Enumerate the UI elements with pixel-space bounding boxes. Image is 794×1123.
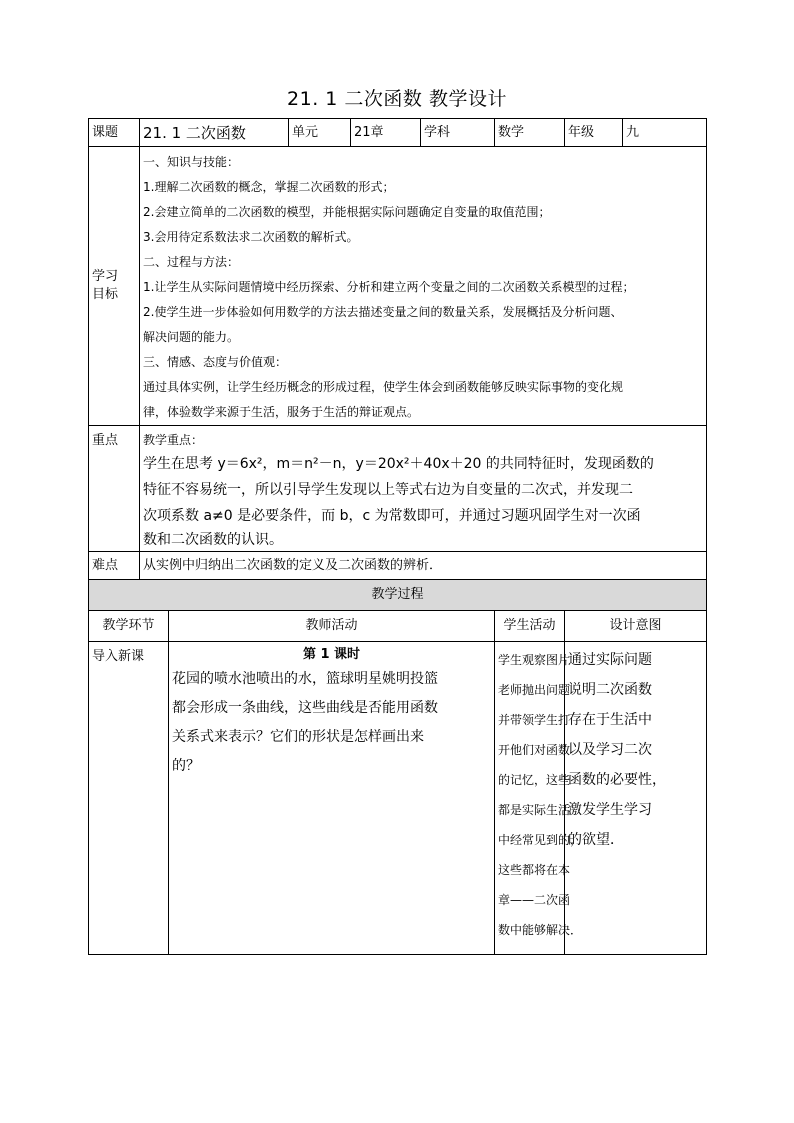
teacher-line: 花园的喷水池喷出的水，篮球明星姚明投篮 — [172, 671, 438, 687]
process-columns-row — [89, 611, 707, 642]
student-cell — [495, 642, 583, 955]
student-line: 这些都将在本 — [498, 863, 571, 877]
key-points-label: 重点 — [89, 426, 140, 552]
student-line: 并带领学生打 — [498, 713, 571, 727]
process-header: 教学过程 — [89, 580, 707, 611]
goals-line: 一、知识与技能： — [143, 155, 240, 169]
teacher-cell — [169, 642, 495, 955]
student-line: 数中能够解决． — [498, 923, 583, 937]
key-points-line: 学生在思考 y＝6x²，m＝n²－n，y＝20x²＋40x＋20 的共同特征时，发现函数的 — [143, 456, 654, 472]
key-points-content — [140, 426, 707, 552]
column-student: 学生活动 — [495, 611, 565, 642]
teacher-line: 的？ — [172, 758, 200, 774]
lesson-heading: 第 1 课时 — [302, 647, 361, 662]
goals-label: 学习 目标 — [89, 147, 140, 426]
header-row — [89, 119, 707, 147]
column-teacher: 教师活动 — [169, 611, 495, 642]
process-row — [89, 642, 707, 955]
unit-value: 21章 — [351, 119, 421, 147]
intent-line: 函数的必要性， — [568, 772, 666, 788]
process-header-row — [89, 580, 707, 611]
intent-line: 说明二次函数 — [568, 682, 652, 698]
goals-line: 1.理解二次函数的概念，掌握二次函数的形式； — [143, 180, 395, 194]
intent-line: 存在于生活中 — [568, 712, 652, 728]
goals-line: 1.让学生从实际问题情境中经历探索、分析和建立两个变量之间的二次函数关系模型的过程； — [143, 280, 635, 294]
course-value: 21. 1 二次函数 — [140, 119, 289, 147]
intent-line: 以及学习二次 — [568, 742, 652, 758]
key-points-row — [89, 426, 707, 552]
stage-cell: 导入新课 — [89, 642, 169, 955]
student-line: 都是实际生活 — [498, 803, 571, 817]
goals-line: 律，体验数学来源于生活，服务于生活的辩证观点。 — [143, 405, 420, 419]
student-line: 中经常见到的， — [498, 833, 583, 847]
column-intent: 设计意图 — [565, 611, 707, 642]
document-title: 21. 1 二次函数 教学设计 — [287, 88, 507, 110]
student-line: 章——二次函 — [498, 893, 571, 907]
goals-line: 三、情感、态度与价值观： — [143, 355, 288, 369]
goals-row — [89, 147, 707, 426]
subject-label: 学科 — [421, 119, 495, 147]
goals-line: 二、过程与方法： — [143, 255, 240, 269]
student-line: 的记忆，这些 — [498, 773, 571, 787]
difficulty-label: 难点 — [89, 552, 140, 580]
intent-line: 通过实际问题 — [568, 652, 652, 668]
key-points-line: 特征不容易统一，所以引导学生发现以上等式右边为自变量的二次式，并发现二 — [143, 482, 633, 498]
goals-content — [140, 147, 707, 426]
key-points-line: 次项系数 a≠0 是必要条件，而 b，c 为常数即可，并通过习题巩固学生对一次函 — [143, 508, 641, 524]
lesson-plan-table — [88, 118, 707, 955]
unit-label: 单元 — [289, 119, 351, 147]
teacher-line: 都会形成一条曲线，这些曲线是否能用函数 — [172, 700, 438, 716]
intent-cell — [565, 642, 707, 955]
student-line: 学生观察图片 — [498, 653, 571, 667]
goals-line: 通过具体实例，让学生经历概念的形成过程，使学生体会到函数能够反映实际事物的变化规 — [143, 380, 624, 394]
difficulty-content: 从实例中归纳出二次函数的定义及二次函数的辨析． — [140, 552, 707, 580]
difficulty-row — [89, 552, 707, 580]
key-points-line: 教学重点： — [143, 433, 204, 447]
subject-value: 数学 — [495, 119, 565, 147]
course-label: 课题 — [89, 119, 140, 147]
key-points-line: 数和二次函数的认识。 — [143, 532, 283, 548]
column-stage: 教学环节 — [89, 611, 169, 642]
intent-line: 的欲望． — [568, 832, 624, 848]
goals-line: 解决问题的能力。 — [143, 330, 240, 344]
goals-line: 3.会用待定系数法求二次函数的解析式。 — [143, 230, 359, 244]
student-line: 开他们对函数 — [498, 743, 571, 757]
grade-value: 九 — [623, 119, 707, 147]
grade-label: 年级 — [565, 119, 623, 147]
goals-line: 2.会建立简单的二次函数的模型，并能根据实际问题确定自变量的取值范围； — [143, 205, 551, 219]
intent-line: 激发学生学习 — [568, 802, 652, 818]
goals-line: 2.使学生进一步体验如何用数学的方法去描述变量之间的数量关系，发展概括及分析问题、 — [143, 305, 623, 319]
student-line: 老师抛出问题 — [498, 683, 571, 697]
teacher-line: 关系式来表示？它们的形状是怎样画出来 — [172, 729, 424, 745]
